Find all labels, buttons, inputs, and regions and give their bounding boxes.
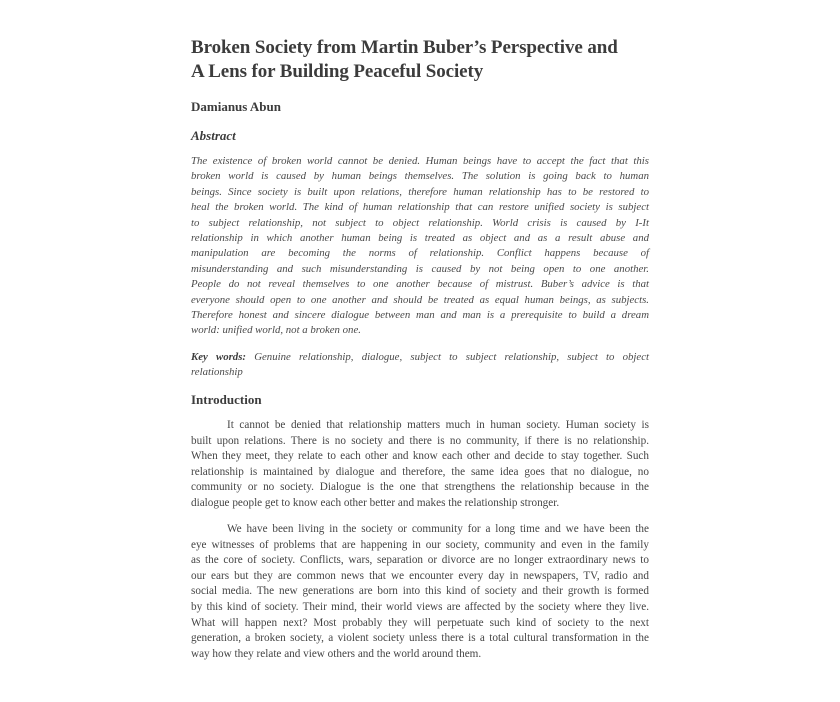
abstract-line: broken world is caused by human beings themselves. The solution is going back to human [191,170,649,183]
paragraph-line: What will happen next? Most probably they will perpetuate such kind of society to the next [191,616,649,629]
abstract-line: world: unified world, not a broken one. [191,324,361,337]
paragraph-line: as the core of society. Conflicts, wars, separation or divorce are no longer extraordinary news to [191,554,649,567]
abstract-line: The existence of broken world cannot be denied. Human beings have to accept the fact that this [191,155,649,167]
title-line: A Lens for Building Peaceful Society [191,61,484,82]
paragraph-line: by this kind of society. Their mind, their world views are affected by the society where they live. [191,600,649,613]
title-line: Broken Society from Martin Buber’s Perspective and [191,37,618,58]
abstract-line: everyone should open to one another and should be treated as equal human beings, as subjects. [191,293,649,306]
paragraph-line: our ears but they are common news that we encounter every day in newspapers, TV, radio and [191,569,649,582]
keywords-line: relationship [191,366,243,379]
paragraph-line: eye witnesses of problems that are happening in our society, community and even in the family [191,538,649,551]
paragraph-line: We have been living in the society or community for a long time and we have been the [227,523,649,535]
paragraph-line: community or no society. Dialogue is the one that strengthens the relationship because in the [191,481,649,494]
abstract-line: misunderstanding and such misunderstanding is caused by not being open to one another. [191,262,649,275]
paper-title [191,36,661,84]
abstract-line: People do not reveal themselves to one another because of mistrust. Buber’s advice is that [191,278,649,291]
abstract-line: heal the broken world. The kind of human relationship that can restore unified society is subject [191,201,649,214]
author-name: Damianus Abun [191,99,281,114]
abstract-line: beings. Since society is built upon relations, therefore human relationship has to be restored to [191,185,649,198]
paragraph-line: It cannot be denied that relationship matters much in human society. Human society is [227,419,649,431]
intro-paragraph-1 [191,418,649,512]
abstract-line: to subject relationship, not subject to object relationship. World crisis is caused by I-It [191,216,649,229]
introduction-heading: Introduction [191,392,262,407]
keywords-line [191,350,649,365]
abstract-heading: Abstract [191,128,236,143]
paragraph-line: built upon relations. There is no society and there is no community, if there is no relationship. [191,434,649,447]
keywords-text: Genuine relationship, dialogue, subject to subject relationship, subject to object [254,351,650,363]
paragraph-line: relationship is maintained by dialogue and therefore, the same idea goes that no dialogue, no [191,465,649,478]
paragraph-line: When they meet, they relate to each other and know each other and decide to stay together. Such [191,450,649,463]
intro-paragraph-2 [191,522,649,662]
paragraph-line: dialogue people get to know each other better and makes the relationship stronger. [191,496,560,509]
paragraph-line: way how they relate and view others and the world around them. [191,647,482,660]
abstract-body [191,154,649,339]
keywords-label: Key words: [191,351,246,363]
abstract-line: relationship in which another human being is treated as object and as a result abuse and [191,232,649,245]
abstract-line: manipulation are becoming the norms of relationship. Conflict happens because of [191,247,649,260]
keywords [191,350,649,381]
paragraph-line: social media. The new generations are born into this kind of society and their growth is formed [191,585,649,598]
paragraph-line: generation, a broken society, a violent society unless there is a total cultural transformation in the [191,632,649,645]
abstract-line: Therefore honest and sincere dialogue between man and man is a prerequisite to build a dream [191,309,649,322]
